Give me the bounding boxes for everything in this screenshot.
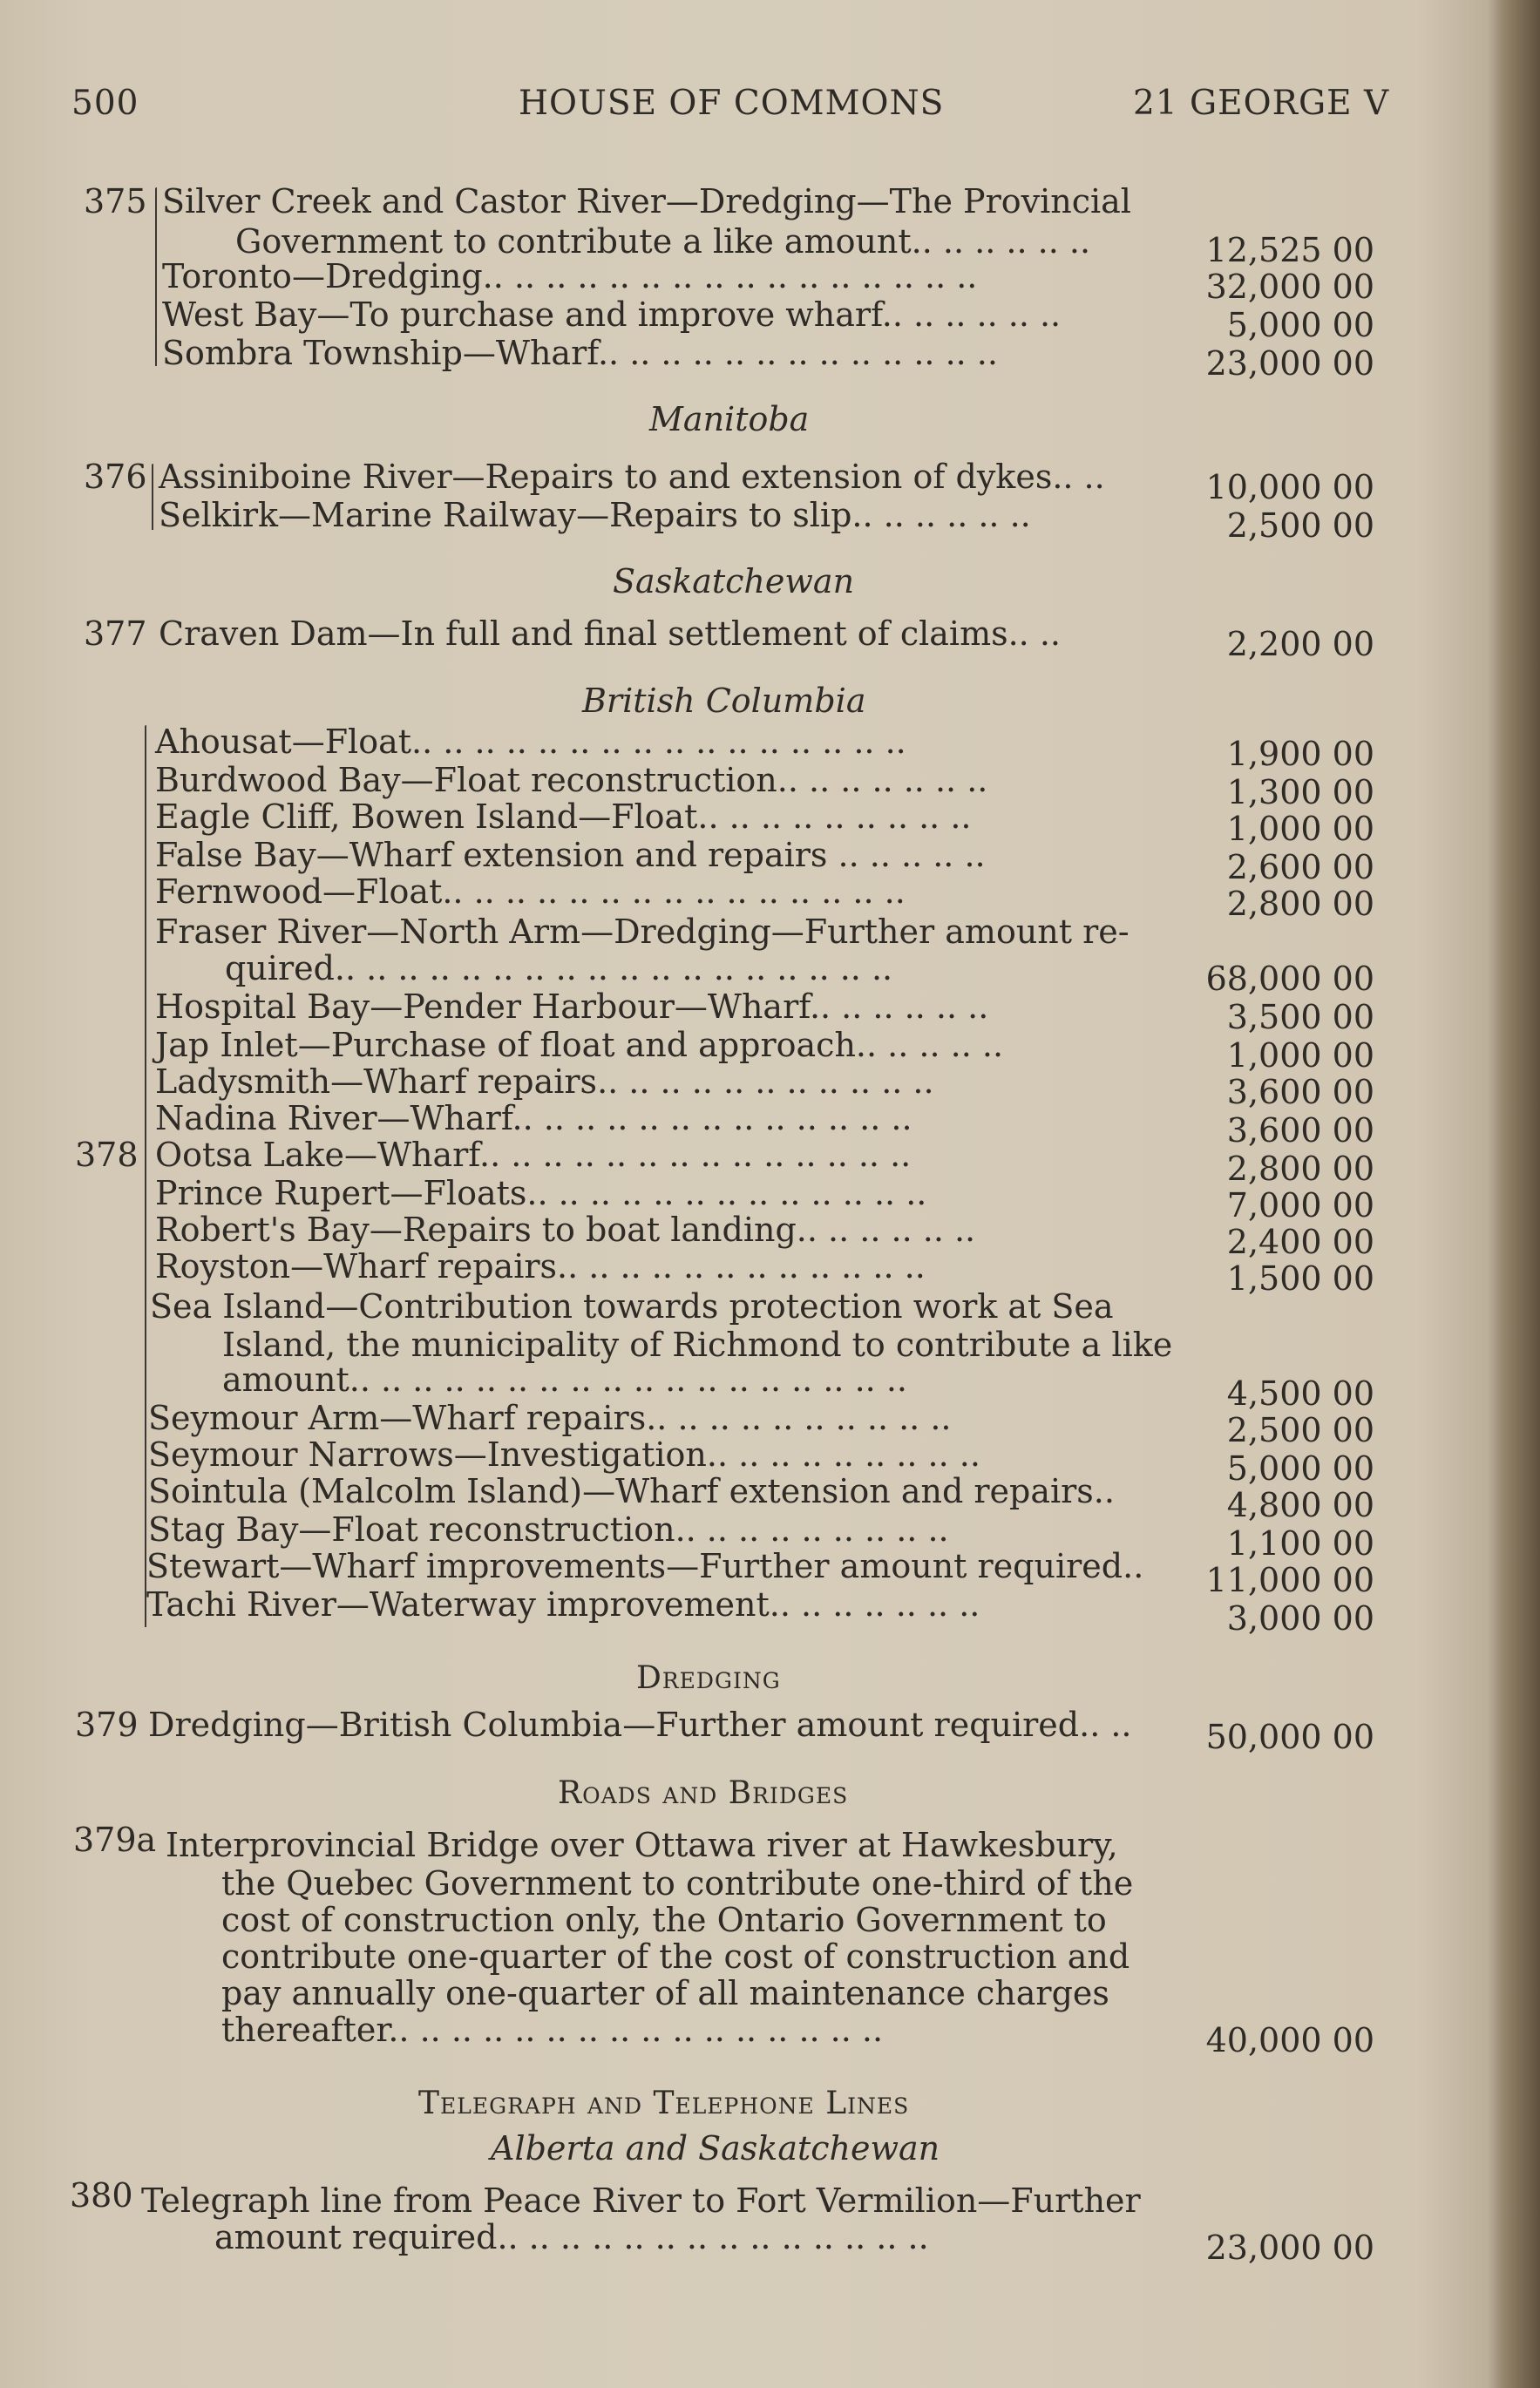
page-number: 500 bbox=[71, 84, 139, 123]
entry-text: Fernwood—Float.. .. .. .. .. .. .. .. .. .. .. .. .. .. .. bbox=[155, 872, 906, 911]
entry-text: Ladysmith—Wharf repairs.. .. .. .. .. .. .. .. .. .. .. bbox=[155, 1062, 934, 1101]
entry-text: Ootsa Lake—Wharf.. .. .. .. .. .. .. .. .. .. .. .. .. .. bbox=[155, 1136, 912, 1174]
entry-text: Craven Dam—In full and final settlement of claims.. .. bbox=[159, 614, 1061, 653]
entry-amount: 2,600 00 bbox=[1226, 848, 1374, 886]
page-title: HOUSE OF COMMONS bbox=[519, 84, 945, 123]
entry-amount: 10,000 00 bbox=[1205, 468, 1374, 506]
entry-text: Fraser River—North Arm—Dredging—Further amount re- bbox=[155, 912, 1130, 951]
entry-text: contribute one-quarter of the cost of construction and bbox=[221, 1937, 1130, 1976]
entry-amount: 68,000 00 bbox=[1205, 960, 1374, 998]
entry-text: Toronto—Dredging.. .. .. .. .. .. .. .. .. .. .. .. .. .. .. .. bbox=[162, 257, 978, 295]
book-spine-edge bbox=[1488, 0, 1540, 2388]
entry-amount: 3,000 00 bbox=[1226, 1599, 1374, 1638]
section-heading: Saskatchewan bbox=[613, 562, 855, 600]
entry-amount: 4,500 00 bbox=[1226, 1374, 1374, 1413]
entry-text: cost of construction only, the Ontario Government to bbox=[221, 1901, 1107, 1939]
entry-amount: 2,500 00 bbox=[1226, 506, 1374, 545]
entry-text: Sointula (Malcolm Island)—Wharf extension and repairs.. bbox=[148, 1472, 1115, 1510]
section-heading: Telegraph and Telephone Lines bbox=[418, 2086, 910, 2121]
entry-text: Interprovincial Bridge over Ottawa river at Hawkesbury, bbox=[166, 1826, 1118, 1864]
entry-amount: 23,000 00 bbox=[1205, 344, 1374, 383]
entry-text: Stewart—Wharf improvements—Further amount required.. bbox=[146, 1547, 1144, 1585]
entry-amount: 32,000 00 bbox=[1205, 268, 1374, 306]
vote-number: 376 bbox=[84, 458, 147, 496]
entry-text: amount required.. .. .. .. .. .. .. .. .. .. .. .. .. .. bbox=[214, 2218, 929, 2256]
vote-brace bbox=[155, 187, 157, 366]
entry-text: Robert's Bay—Repairs to boat landing.. .. .. .. .. .. bbox=[155, 1211, 976, 1249]
subsection-heading: Alberta and Saskatchewan bbox=[491, 2129, 940, 2168]
vote-number: 380 bbox=[70, 2176, 133, 2215]
entry-amount: 1,000 00 bbox=[1226, 1036, 1374, 1075]
section-heading: Roads and Bridges bbox=[558, 1775, 849, 1811]
entry-text: Stag Bay—Float reconstruction.. .. .. .. .. .. .. .. .. bbox=[148, 1510, 949, 1549]
entry-amount: 5,000 00 bbox=[1226, 306, 1374, 344]
entry-text: pay annually one-quarter of all maintenance charges bbox=[221, 1974, 1109, 2012]
entry-text: Sea Island—Contribution towards protection work at Sea bbox=[150, 1287, 1114, 1326]
vote-number: 377 bbox=[84, 614, 147, 653]
entry-text: West Bay—To purchase and improve wharf.. .. .. .. .. .. bbox=[162, 295, 1062, 334]
entry-text: False Bay—Wharf extension and repairs .. .. .. .. .. bbox=[155, 836, 986, 874]
entry-amount: 7,000 00 bbox=[1226, 1186, 1374, 1225]
entry-amount: 4,800 00 bbox=[1226, 1486, 1374, 1524]
entry-amount: 23,000 00 bbox=[1205, 2229, 1374, 2267]
entry-text: Dredging—British Columbia—Further amount required.. .. bbox=[148, 1706, 1132, 1744]
entry-text: Government to contribute a like amount.. .. .. .. .. .. bbox=[235, 222, 1091, 261]
entry-amount: 50,000 00 bbox=[1205, 1718, 1374, 1756]
entry-text: Telegraph line from Peace River to Fort Vermilion—Further bbox=[141, 2181, 1141, 2220]
entry-text: Hospital Bay—Pender Harbour—Wharf.. .. .. .. .. .. bbox=[155, 987, 989, 1026]
entry-amount: 40,000 00 bbox=[1205, 2021, 1374, 2059]
entry-amount: 3,600 00 bbox=[1226, 1111, 1374, 1150]
entry-text: Royston—Wharf repairs.. .. .. .. .. .. .. .. .. .. .. .. bbox=[155, 1247, 926, 1286]
entry-amount: 1,100 00 bbox=[1226, 1524, 1374, 1563]
vote-number: 379a bbox=[73, 1821, 157, 1859]
entry-text: Seymour Narrows—Investigation.. .. .. .. .. .. .. .. .. bbox=[148, 1435, 980, 1474]
entry-text: Assiniboine River—Repairs to and extension of dykes.. .. bbox=[159, 458, 1105, 496]
entry-text: the Quebec Government to contribute one-third of the bbox=[221, 1864, 1134, 1903]
entry-amount: 2,800 00 bbox=[1226, 885, 1374, 923]
vote-number: 375 bbox=[84, 182, 147, 220]
entry-text: Selkirk—Marine Railway—Repairs to slip.. .. .. .. .. .. bbox=[159, 496, 1031, 534]
entry-text: Nadina River—Wharf.. .. .. .. .. .. .. .. .. .. .. .. .. bbox=[155, 1099, 912, 1137]
entry-text: Island, the municipality of Richmond to contribute a like bbox=[222, 1326, 1173, 1364]
vote-brace bbox=[145, 725, 146, 1627]
section-heading: Manitoba bbox=[649, 400, 810, 438]
vote-number: 378 bbox=[75, 1136, 139, 1174]
entry-amount: 5,000 00 bbox=[1226, 1449, 1374, 1488]
entry-text: Jap Inlet—Purchase of float and approach.. .. .. .. .. bbox=[155, 1026, 1004, 1064]
entry-amount: 3,600 00 bbox=[1226, 1073, 1374, 1111]
entry-text: Prince Rupert—Floats.. .. .. .. .. .. .. .. .. .. .. .. .. bbox=[155, 1174, 927, 1212]
entry-text: Eagle Cliff, Bowen Island—Float.. .. .. .. .. .. .. .. .. bbox=[155, 797, 972, 836]
vote-number: 379 bbox=[75, 1706, 139, 1744]
vote-brace bbox=[152, 464, 153, 530]
entry-amount: 1,000 00 bbox=[1226, 810, 1374, 848]
entry-amount: 2,800 00 bbox=[1226, 1150, 1374, 1188]
entry-text: Tachi River—Waterway improvement.. .. .. .. .. .. .. bbox=[146, 1585, 980, 1624]
entry-text: Seymour Arm—Wharf repairs.. .. .. .. .. .. .. .. .. .. bbox=[148, 1399, 952, 1437]
entry-text: amount.. .. .. .. .. .. .. .. .. .. .. .. .. .. .. .. .. .. bbox=[222, 1360, 907, 1399]
section-heading: British Columbia bbox=[582, 682, 866, 720]
entry-amount: 2,400 00 bbox=[1226, 1223, 1374, 1261]
entry-text: thereafter.. .. .. .. .. .. .. .. .. .. .. .. .. .. .. .. bbox=[221, 2011, 884, 2049]
regnal-year: 21 GEORGE V bbox=[1133, 84, 1390, 123]
entry-text: Burdwood Bay—Float reconstruction.. .. .. .. .. .. .. bbox=[155, 761, 988, 799]
entry-amount: 2,200 00 bbox=[1226, 625, 1374, 663]
entry-text: Sombra Township—Wharf.. .. .. .. .. .. .. .. .. .. .. .. .. bbox=[162, 334, 998, 372]
entry-amount: 1,900 00 bbox=[1226, 735, 1374, 773]
entry-text: Silver Creek and Castor River—Dredging—The Provincial bbox=[162, 182, 1131, 220]
entry-amount: 12,525 00 bbox=[1205, 231, 1374, 269]
entry-amount: 1,300 00 bbox=[1226, 773, 1374, 811]
entry-amount: 11,000 00 bbox=[1205, 1561, 1374, 1599]
entry-amount: 1,500 00 bbox=[1226, 1259, 1374, 1298]
entry-text: Ahousat—Float.. .. .. .. .. .. .. .. .. .. .. .. .. .. .. .. bbox=[155, 723, 906, 761]
entry-amount: 2,500 00 bbox=[1226, 1411, 1374, 1449]
section-heading: Dredging bbox=[636, 1660, 781, 1696]
entry-text: quired.. .. .. .. .. .. .. .. .. .. .. .. .. .. .. .. .. .. bbox=[225, 949, 893, 987]
entry-amount: 3,500 00 bbox=[1226, 998, 1374, 1036]
